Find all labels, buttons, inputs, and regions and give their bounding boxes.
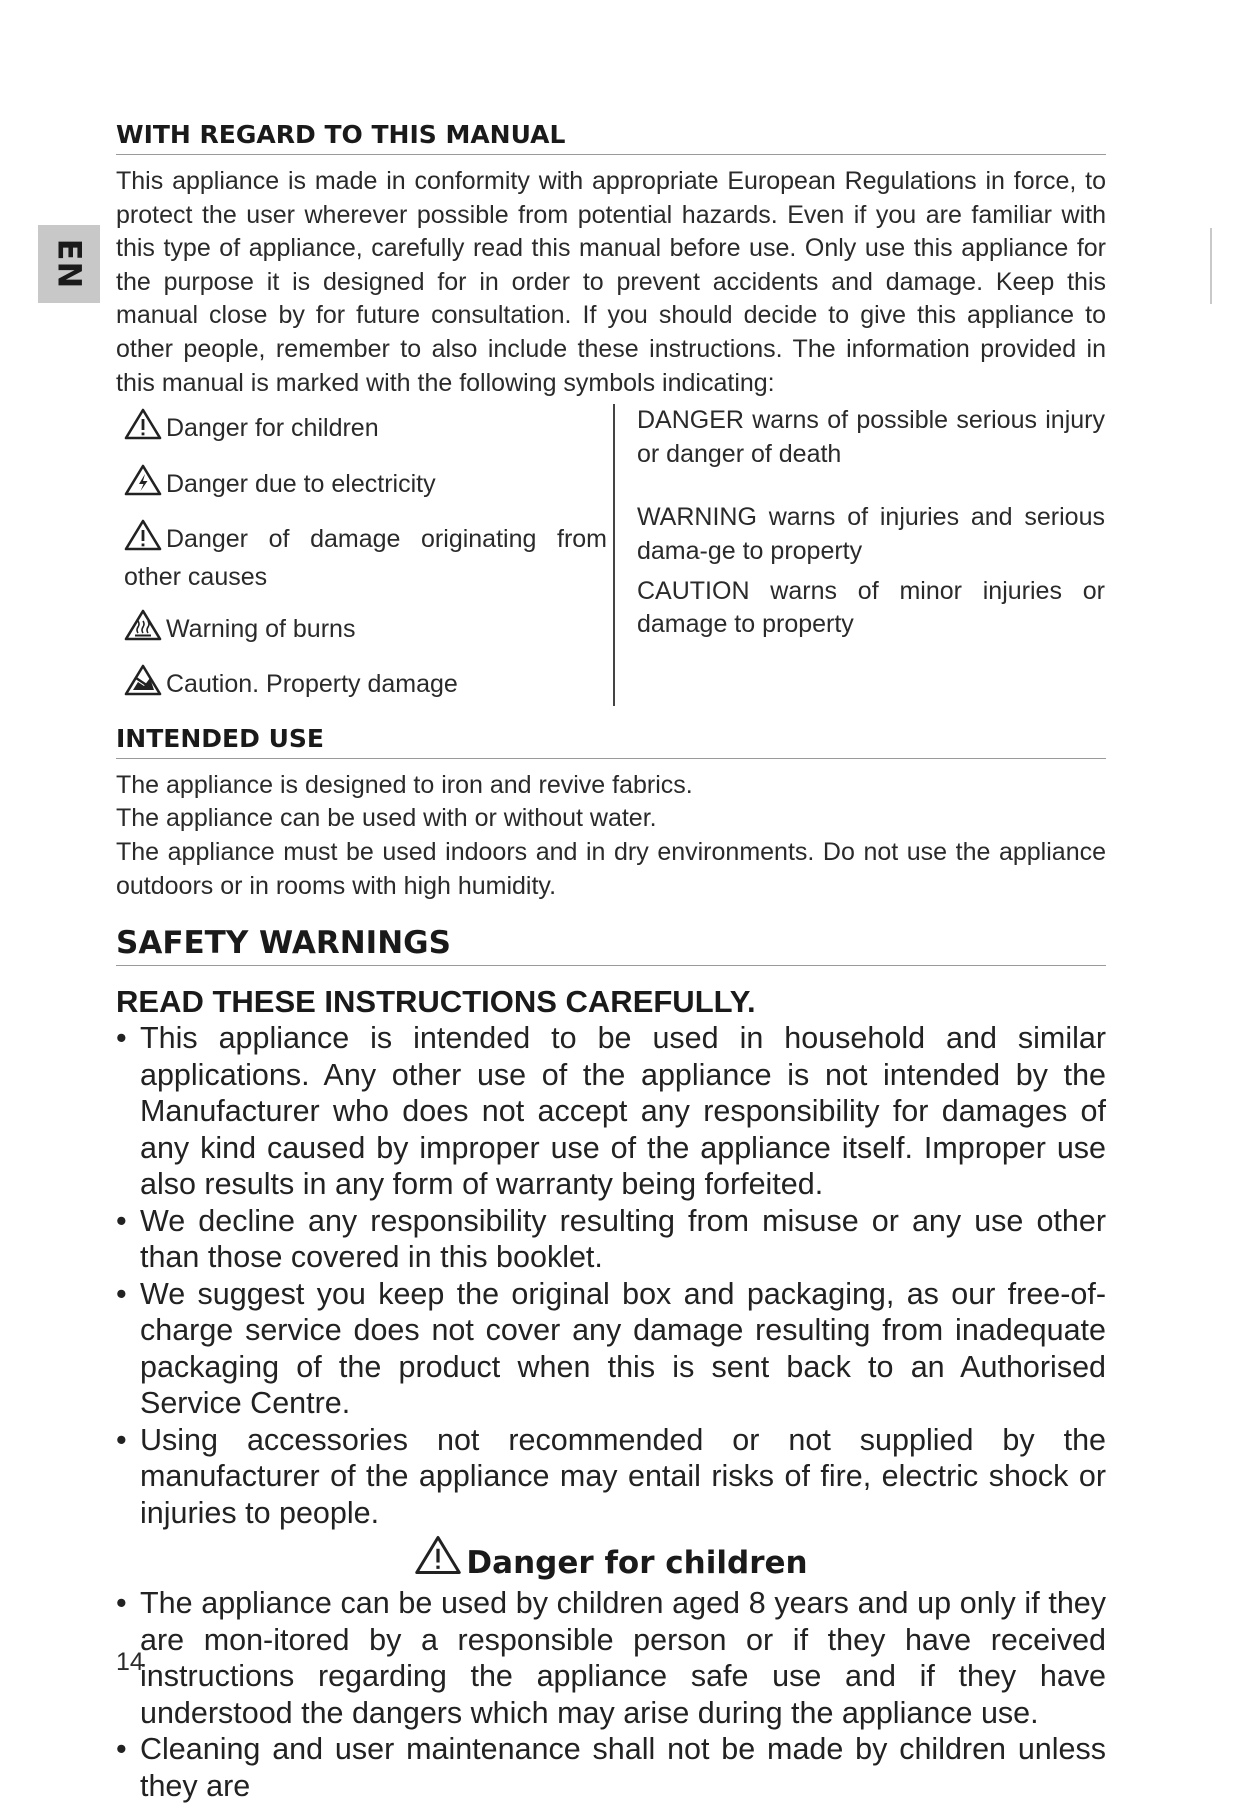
language-tab (38, 225, 100, 303)
property-damage-icon (124, 664, 162, 706)
level-warning: WARNING warns of injuries and serious dama-ge to property (637, 503, 1105, 565)
intended-use-heading: INTENDED USE (116, 724, 1106, 759)
language-label: EN (49, 238, 88, 290)
symbol-label: Danger for children (166, 414, 379, 443)
safety-bullet: • We suggest you keep the original box and packaging, as our free-of-charge service does not cover any damage resulting from inadequate packaging of the product when this is sent back to an Authorised Service Centre. (116, 1276, 1106, 1422)
symbol-item (124, 408, 607, 450)
safety-heading: SAFETY WARNINGS (116, 925, 1106, 966)
symbol-label: Danger due to electricity (166, 469, 436, 498)
symbols-divider (613, 404, 615, 706)
children-bullet: • The appliance can be used by children aged 8 years and up only if they are mon-itored by a responsible person or if they have received instructions regarding the appliance safe use and if they have understood the dangers which may arise during the appliance use. (116, 1585, 1106, 1731)
safety-bullet: • Using accessories not recommended or not supplied by the manufacturer of the appliance may entail risks of fire, electric shock or injuries to people. (116, 1422, 1106, 1532)
safety-bullet: • This appliance is intended to be used in household and similar applications. Any other use of the appliance is not intended by the Manufacturer who does not accept any responsibility for damages of any kind caused by improper use of the appliance itself. Improper use also results in any form of warranty being forfeited. (116, 1020, 1106, 1203)
intended-use-line: The appliance must be used indoors and in dry environments. Do not use the appliance outdoors or in rooms with high humidity. (116, 837, 1106, 900)
children-bullet: • Cleaning and user maintenance shall not be made by children unless they are (116, 1731, 1106, 1804)
levels-list (637, 404, 1105, 706)
symbol-label: Caution. Property damage (166, 670, 458, 699)
symbol-item (124, 519, 607, 594)
level-danger: DANGER warns of possible serious injury or danger of death (637, 406, 1105, 468)
hot-surface-icon (124, 609, 162, 651)
warning-triangle-icon (414, 1535, 462, 1585)
symbol-label: Warning of burns (166, 614, 356, 643)
symbol-item (124, 609, 607, 651)
safety-bullet: • We decline any responsibility resulting from misuse or any use other than those covered in this booklet. (116, 1203, 1106, 1276)
intended-use-line: The appliance can be used with or without water. (116, 804, 657, 833)
children-bullet-list (116, 1585, 1106, 1804)
page-number: 14 (116, 1648, 144, 1676)
manual-heading: WITH REGARD TO THIS MANUAL (116, 120, 1106, 155)
symbols-list (116, 404, 607, 706)
electric-warning-icon (124, 464, 162, 506)
symbol-label: Danger of damage originating from other causes (124, 525, 607, 591)
manual-paragraph: This appliance is made in conformity with appropriate European Regulations in force, to protect the user wherever possible from potential hazards. Even if you are familiar with this type of appliance, carefully read this manual before use. Only use this appliance for the purpose it is designed for in order to prevent accidents and damage. Keep this manual close by for future consultation. If you should decide to give this appliance to other people, remember to also include these instructions. The information provided in this manual is marked with the following symbols indicating: (116, 167, 1106, 397)
safety-subheading: READ THESE INSTRUCTIONS CAREFULLY. (116, 984, 756, 1020)
level-caution: CAUTION warns of minor injuries or damage to property (637, 576, 1105, 639)
page-content (116, 120, 1106, 1804)
margin-mark (1210, 228, 1212, 304)
children-heading-label: Danger for children (466, 1545, 808, 1582)
symbol-item (124, 464, 607, 506)
intended-use-line: The appliance is designed to iron and revive fabrics. (116, 770, 693, 799)
warning-triangle-icon (124, 408, 162, 450)
symbols-table (116, 404, 1106, 706)
safety-bullet-list (116, 1020, 1106, 1531)
warning-triangle-icon (124, 519, 162, 561)
children-heading (116, 1535, 1106, 1585)
symbol-item (124, 664, 607, 706)
